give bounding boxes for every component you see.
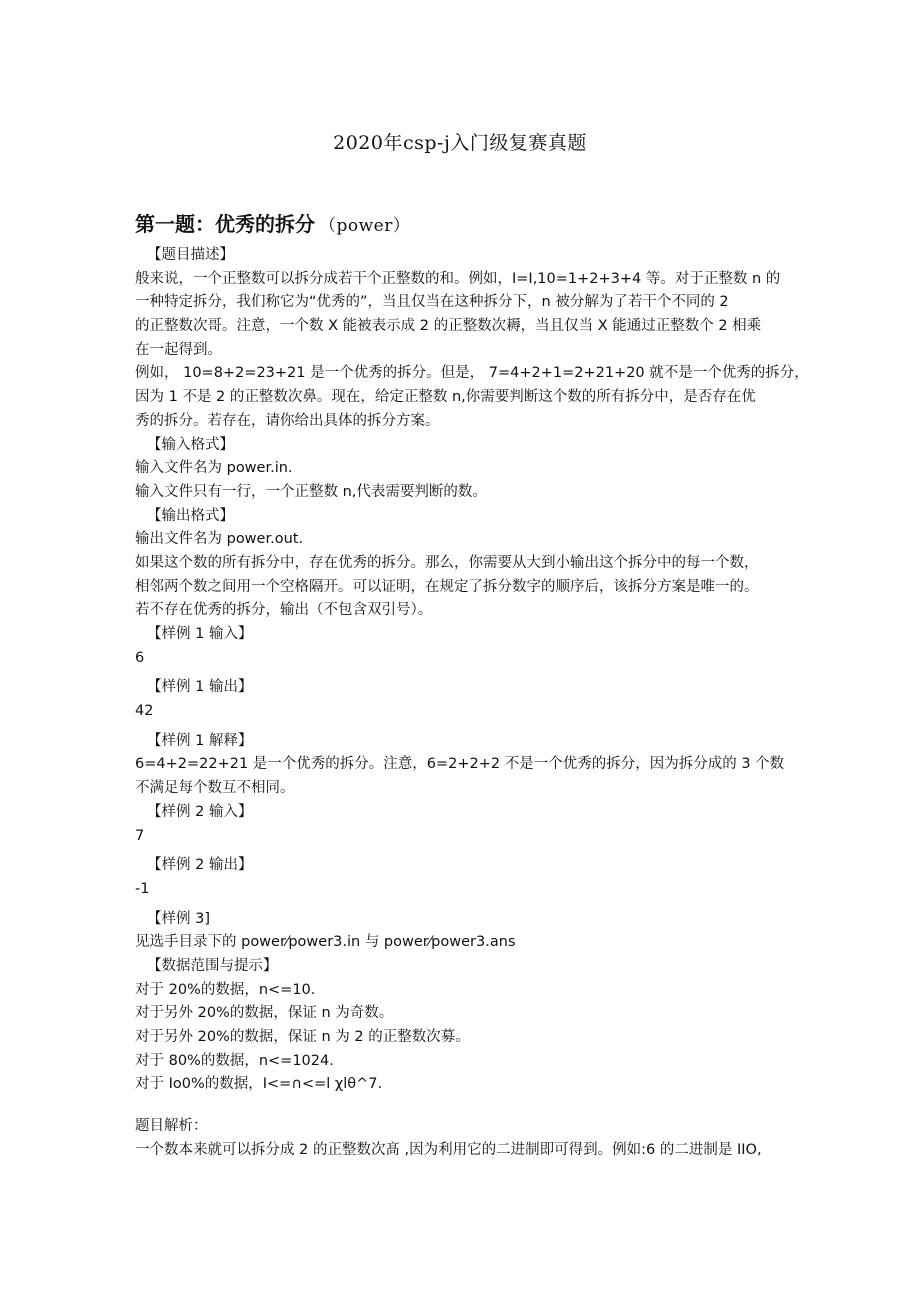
sample2-output-label: 【样例 2 输出】 [147,857,253,874]
constraints-label: 【数据范围与提示】 [147,957,278,974]
input-format-label: 【输入格式】 [147,436,234,453]
sample2-output-value: -1 [135,880,150,897]
sample3-label: 【样例 3] [147,910,210,927]
output-format-line: 相邻两个数之间用一个空格隔开。可以证明，在规定了拆分数字的顺序后，该拆分方案是唯一的。 [135,578,759,595]
description-line: 秀的拆分。若存在，请你给出具体的拆分方案。 [135,412,440,429]
input-format-line: 输入文件名为 power.in. [135,460,293,477]
description-line: 的正整数次哥。注意，一个数 X 能被表示成 2 的正整数次耨，当且仅当 X 能通过正整数个 2 相乘 [135,318,762,335]
problem-heading-paren: （power） [319,216,411,236]
description-line: 一种特定拆分，我们称它为“优秀的”，当且仅当在这种拆分下，n 被分解为了若干个不同的 2 [135,294,729,311]
constraint-line: 对于 Io0%的数据，I<=∩<=l χlθ^7. [135,1076,383,1093]
sample1-input-label: 【样例 1 输入】 [147,626,253,642]
sample1-explain-line: 6=4+2=22+21 是一个优秀的拆分。注意，6=2+2+2 不是一个优秀的拆分，因为拆分成的 3 个数 [135,756,785,773]
sample2-input-label: 【样例 2 输入】 [147,803,253,820]
output-format-label: 【输出格式】 [147,507,234,524]
constraint-line: 对于 80%的数据，n<=1024. [135,1052,334,1069]
problem-heading-text: 第一题：优秀的拆分 [135,212,315,236]
problem-body [135,244,809,1162]
input-format-line: 输入文件只有一行，一个正整数 n,代表需要判断的数。 [135,483,487,500]
sample1-output-value: 42 [135,703,154,720]
constraint-line: 对于 20%的数据，n<=10. [135,981,316,998]
problem-heading [135,208,410,237]
output-format-line: 输出文件名为 power.out. [135,531,304,548]
sample1-explain-label: 【样例 1 解释】 [147,732,253,749]
constraint-line: 对于另外 20%的数据，保证 n 为奇数。 [135,1005,394,1022]
description-line: 因为 1 不是 2 的正整数次鼻。现在，给定正整数 n,你需要判断这个数的所有拆分中，是否存在优 [135,389,756,406]
output-format-line: 如果这个数的所有拆分中，存在优秀的拆分。那么，你需要从大到小输出这个拆分中的每一个数， [135,554,759,571]
sample2-input-value: 7 [135,827,145,844]
analysis-label: 题目解析： [135,1118,208,1135]
document-title: 2020年csp-j入门级复赛真题 [333,132,587,154]
sample1-explain-line: 不满足每个数互不相同。 [135,780,295,797]
description-line: 在一起得到。 [135,341,222,358]
sample3-line: 见选手目录下的 power⁄power3.in 与 power⁄power3.ans [135,934,516,951]
description-line: 般来说，一个正整数可以拆分成若干个正整数的和。例如，I=I,10=1+2+3+4 等。对于正整数 n 的 [135,270,781,287]
description-line: 例如， 10=8+2=23+21 是一个优秀的拆分。但是， 7=4+2+1=2+21+20 就不是一个优秀的拆分， [135,365,809,382]
sample1-input-value: 6 [135,649,145,666]
output-format-line: 若不存在优秀的拆分，输出（不包含双引号）。 [135,602,433,619]
analysis-line: 一个数本来就可以拆分成 2 的正整数次髙 ,因为利用它的二进制即可得到。例如:6 的二进制是 IIO, [135,1141,762,1158]
sample1-output-label: 【样例 1 输出】 [147,679,253,696]
constraint-line: 对于另外 20%的数据，保证 n 为 2 的正整数次募。 [135,1029,470,1045]
description-label: 【题目描述】 [147,247,234,263]
